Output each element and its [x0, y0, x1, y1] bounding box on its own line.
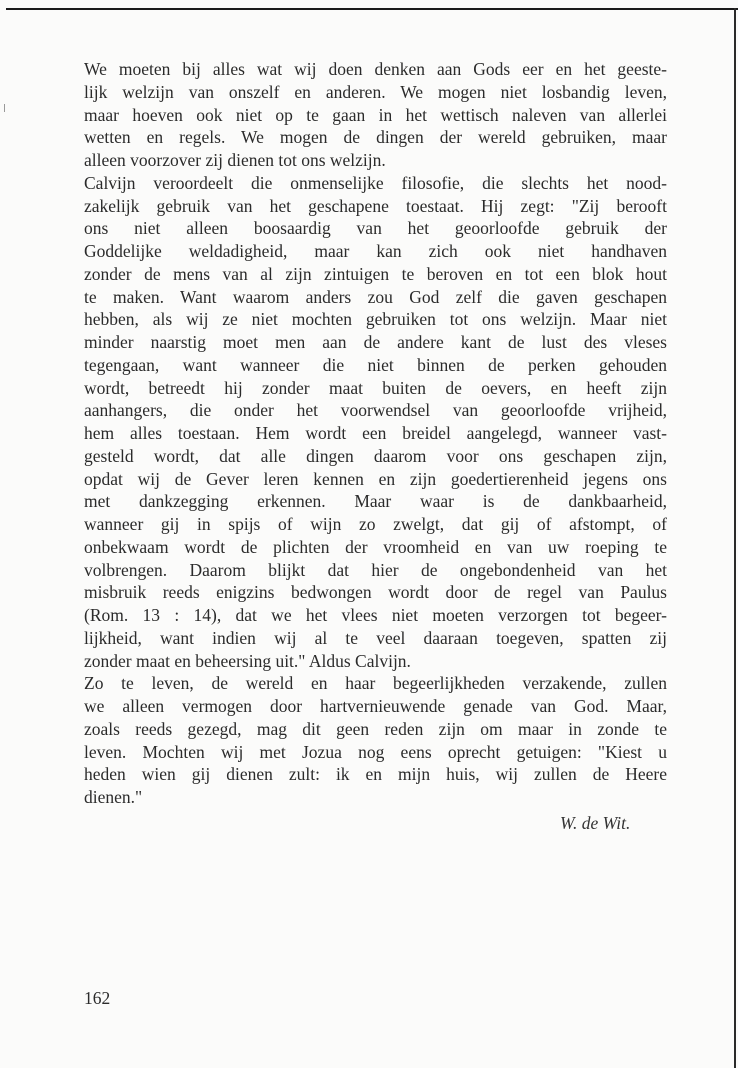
text-line: zonder maat en beheersing uit." Aldus Calvijn. [84, 650, 411, 671]
text-line: lijkheid, want indien wij al te veel daaraan toegeven, spatten zij [84, 627, 667, 648]
text-line: Zo te leven, de wereld en haar begeerlijkheden verzakende, zullen [84, 673, 667, 694]
author-signature: W. de Wit. [560, 813, 631, 833]
text-line: we alleen vermogen door hartvernieuwende genade van God. Maar, [84, 696, 667, 716]
text-line: leven. Mochten wij met Jozua nog eens oprecht getuigen: "Kiest u [84, 741, 667, 762]
text-line: wetten en regels. We mogen de dingen der wereld gebruiken, maar [84, 127, 667, 148]
text-line: (Rom. 13 : 14), dat we het vlees niet moeten verzorgen tot begeer- [84, 605, 667, 625]
text-line: zoals reeds gezegd, mag dit geen reden zijn om maar in zonde te [84, 718, 667, 739]
text-line: We moeten bij alles wat wij doen denken aan Gods eer en het geeste- [84, 59, 667, 79]
text-line: hem alles toestaan. Hem wordt een breidel aangelegd, wanneer vast- [84, 423, 667, 443]
right-edge-rule [734, 8, 736, 1068]
text-line: ons niet alleen boosaardig van het geoorloofde gebruik der [84, 218, 667, 239]
article-body [84, 58, 667, 809]
text-line: tegengaan, want wanneer die niet binnen de perken gehouden [84, 354, 667, 375]
page-number: 162 [84, 988, 111, 1008]
text-line: hebben, als wij ze niet mochten gebruiken tot ons welzijn. Maar niet [84, 309, 667, 330]
text-line: Calvijn veroordeelt die onmenselijke filosofie, die slechts het nood- [84, 172, 667, 193]
text-line: heden wien gij dienen zult: ik en mijn huis, wij zullen de Heere [84, 764, 667, 785]
text-line: lijk welzijn van onszelf en anderen. We mogen niet losbandig leven, [84, 81, 667, 102]
text-line: gesteld wordt, dat alle dingen daarom voor ons geschapen zijn, [84, 445, 667, 466]
text-line: Goddelijke weldadigheid, maar kan zich ook niet handhaven [84, 241, 667, 261]
text-line: misbruik reeds enigzins bedwongen wordt door de regel van Paulus [84, 582, 667, 603]
text-line: zakelijk gebruik van het geschapene toestaat. Hij zegt: "Zij berooft [84, 195, 667, 216]
text-line: met dankzegging erkennen. Maar waar is de dankbaarheid, [84, 491, 667, 512]
text-line: maar hoeven ook niet op te gaan in het wettisch naleven van allerlei [84, 104, 667, 125]
text-line: volbrengen. Daarom blijkt dat hier de ongebondenheid van het [84, 559, 667, 580]
top-edge-rule [6, 8, 738, 10]
margin-mark [4, 104, 5, 112]
text-line: wanneer gij in spijs of wijn zo zwelgt, dat gij of afstompt, of [84, 514, 667, 534]
text-line: opdat wij de Gever leren kennen en zijn goedertierenheid jegens ons [84, 468, 667, 489]
text-line: onbekwaam wordt de plichten der vroomheid en van uw roeping te [84, 536, 667, 557]
text-line: aanhangers, die onder het voorwendsel van geoorloofde vrijheid, [84, 400, 667, 421]
text-line: zonder de mens van al zijn zintuigen te beroven en tot een blok hout [84, 263, 667, 284]
text-line: minder naarstig moet men aan de andere kant de lust des vleses [84, 332, 667, 352]
text-line: dienen." [84, 787, 143, 807]
text-line: wordt, betreedt hij zonder maat buiten de oevers, en heeft zijn [84, 377, 667, 398]
text-line: alleen voorzover zij dienen tot ons welzijn. [84, 150, 386, 170]
text-line: te maken. Want waarom anders zou God zelf die gaven geschapen [84, 286, 667, 307]
